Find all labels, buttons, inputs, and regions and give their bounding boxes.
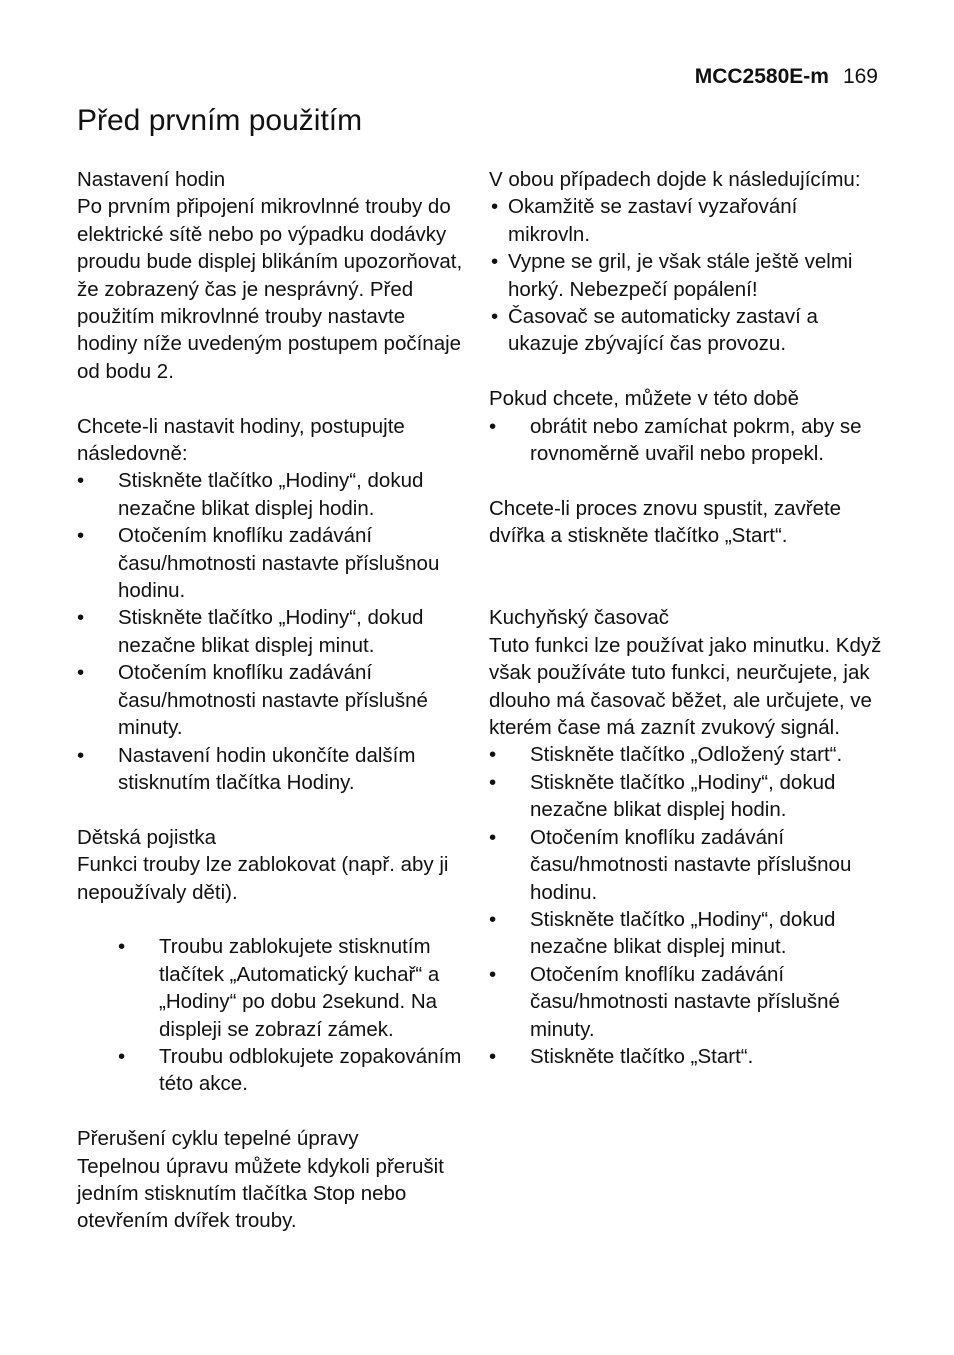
page-number: 169 [842, 65, 878, 88]
list-item-text: obrátit nebo zamíchat pokrm, aby se rovnoměrně uvařil nebo propekl. [530, 414, 862, 466]
list-item-text: Otočením knoflíku zadávání času/hmotnosti nastavte příslušné minuty. [530, 962, 840, 1041]
list-item [489, 961, 884, 1043]
bullet-icon: • [489, 743, 497, 767]
page-title: Před prvním použitím [77, 104, 363, 137]
bullet-icon: • [489, 962, 497, 986]
list-item-text: Vypne se gril, je však stále ještě velmi horký. Nebezpečí popálení! [508, 250, 853, 301]
list-item-text: Otočením knoflíku zadávání času/hmotnosti nastavte příslušné minuty. [118, 661, 428, 740]
list-item-text: Stiskněte tlačítko „Hodiny“, dokud nezačne blikat displej minut. [530, 907, 836, 959]
bullet-icon: • [77, 524, 85, 548]
list-item [77, 467, 469, 522]
section-heading-interrupt: Přerušení cyklu tepelné úpravy [77, 1127, 359, 1151]
interrupt-options-list [489, 413, 884, 468]
list-item-text: Otočením knoflíku zadávání času/hmotnosti nastavte příslušnou hodinu. [118, 524, 440, 603]
model-number: MCC2580E-m [694, 65, 829, 88]
section-heading-timer: Kuchyňský časovač [489, 606, 670, 630]
bullet-icon: • [77, 661, 85, 685]
list-item-text: Otočením knoflíku zadávání času/hmotnosti nastavte příslušnou hodinu. [530, 825, 852, 904]
interrupt-paragraph: Tepelnou úpravu můžete kdykoli přerušit jedním stisknutím tlačítka Stop nebo otevřením dvířek trouby. [77, 1154, 444, 1233]
list-item [77, 604, 469, 659]
bullet-icon: • [489, 414, 497, 438]
list-item [489, 413, 884, 468]
list-item [489, 248, 884, 303]
list-item-text: Stiskněte tlačítko „Hodiny“, dokud nezačne blikat displej minut. [118, 606, 424, 657]
child-lock-intro-paragraph: Funkci trouby lze zablokovat (např. aby ji nepoužívaly děti). [77, 853, 449, 904]
timer-intro-paragraph: Tuto funkci lze používat jako minutku. Když však používáte tuto funkci, neurčujete, jak dlouho má časovač běžet, ale určujete, ve kterém čase má zaznít zvukový signál. [489, 633, 882, 740]
list-item [489, 906, 884, 961]
list-item-text: Troubu zablokujete stisknutím tlačítek „Automatický kuchař“ a „Hodiny“ po dobu 2sekund. Na displeji se zobrazí zámek. [159, 935, 440, 1041]
timer-steps-list [489, 741, 884, 1070]
list-item-text: Stiskněte tlačítko „Start“. [530, 1044, 754, 1068]
list-item-text: Stiskněte tlačítko „Hodiny“, dokud nezačne blikat displej hodin. [530, 770, 836, 822]
clock-intro-paragraph: Po prvním připojení mikrovlnné trouby do elektrické sítě nebo po výpadku dodávky proudu bude displej blikáním upozorňovat, že zobrazený čas je nesprávný. Před použitím mikrovlnné trouby nastavte hodiny níže uvedeným postupem počínaje od bodu 2. [77, 195, 463, 383]
interrupt-effects-list [489, 193, 884, 357]
list-item [489, 769, 884, 824]
section-kitchen-timer [489, 604, 884, 1070]
page-header [695, 64, 878, 90]
bullet-icon: • [489, 907, 497, 931]
interrupt-options-lead: Pokud chcete, můžete v této době [489, 387, 799, 411]
list-item [77, 933, 469, 1043]
bullet-icon: • [489, 825, 497, 849]
list-item [489, 303, 884, 358]
list-item [77, 1043, 469, 1098]
bullet-icon: • [118, 1044, 126, 1068]
list-item [489, 741, 884, 768]
list-item [489, 1043, 884, 1070]
section-interrupt-continued [489, 166, 884, 550]
child-lock-steps-list [77, 933, 469, 1097]
right-column [489, 166, 884, 1070]
bullet-icon: • [118, 935, 126, 959]
list-item [77, 522, 469, 604]
bullet-icon: • [491, 250, 499, 274]
clock-steps-list [77, 467, 469, 796]
list-item-text: Okamžitě se zastaví vyzařování mikrovln. [508, 195, 798, 246]
list-item-text: Troubu odblokujete zopakováním této akce. [159, 1044, 462, 1096]
list-item [77, 659, 469, 741]
bullet-icon: • [491, 305, 499, 329]
restart-paragraph: Chcete-li proces znovu spustit, zavřete dvířka a stiskněte tlačítko „Start“. [489, 496, 842, 548]
list-item-text: Stiskněte tlačítko „Hodiny“, dokud nezačne blikat displej hodin. [118, 469, 424, 520]
bullet-icon: • [491, 195, 499, 219]
clock-steps-lead: Chcete-li nastavit hodiny, postupujte následovně: [77, 414, 405, 466]
section-heading-child-lock: Dětská pojistka [77, 825, 217, 849]
section-clock-setting [77, 166, 469, 796]
bullet-icon: • [77, 469, 85, 493]
interrupt-effects-lead: V obou případech dojde k následujícímu: [489, 168, 861, 191]
bullet-icon: • [489, 770, 497, 794]
list-item [489, 824, 884, 906]
list-item [77, 742, 469, 797]
list-item-text: Stiskněte tlačítko „Odložený start“. [530, 743, 843, 767]
left-column [77, 166, 469, 1235]
list-item-text: Nastavení hodin ukončíte dalším stisknutím tlačítka Hodiny. [118, 743, 416, 794]
bullet-icon: • [77, 743, 85, 767]
section-child-lock [77, 824, 469, 1098]
section-heading-clock: Nastavení hodin [77, 168, 226, 191]
list-item-text: Časovač se automaticky zastaví a ukazuje zbývající čas provozu. [508, 305, 818, 356]
bullet-icon: • [77, 606, 85, 630]
section-interrupt-cooking [77, 1125, 469, 1235]
bullet-icon: • [489, 1044, 497, 1068]
list-item [489, 193, 884, 248]
